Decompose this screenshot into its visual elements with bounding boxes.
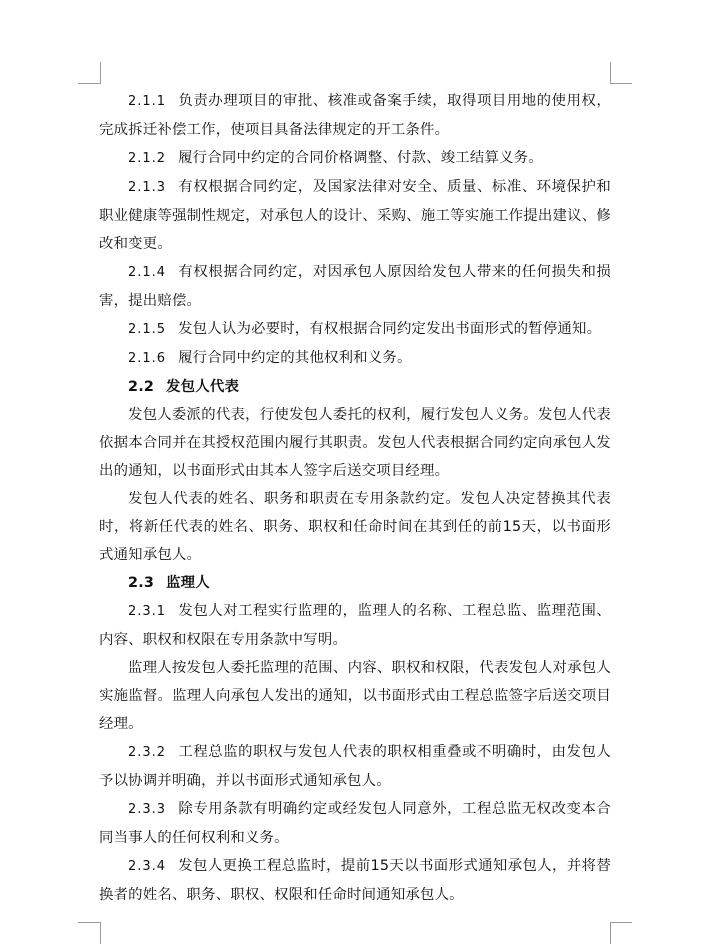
section-heading	[99, 373, 611, 401]
clause-number: 2.3.3	[128, 802, 167, 817]
clause-text: 发包人对工程实行监理的，监理人的名称、工程总监、监理范围、内容、职权和权限在专用条款中写明。	[99, 603, 611, 648]
body-text: 发包人委派的代表，行使发包人委托的权利，履行发包人义务。发包人代表依据本合同并在其授权范围内履行其职责。发包人代表根据合同约定向承包人发出的通知，以书面形式由其本人签字后送交项目经理。	[99, 407, 611, 479]
clause-number: 2.1.3	[128, 180, 167, 195]
crop-mark-bottom-left	[100, 922, 101, 944]
body-text: 发包人代表的姓名、职务和职责在专用条款约定。发包人决定替换其代表时，将新任代表的姓名、职务、职权和任命时间在其到任的前15天，以书面形式通知承包人。	[99, 491, 611, 563]
section-title: 监理人	[166, 575, 210, 591]
clause-text: 履行合同中约定的合同价格调整、付款、竣工结算义务。	[178, 150, 543, 166]
clause-paragraph	[99, 852, 611, 909]
section-heading	[99, 569, 611, 597]
body-paragraph	[99, 401, 611, 485]
clause-paragraph	[99, 315, 611, 344]
clause-number: 2.1.1	[128, 94, 167, 109]
clause-text: 履行合同中约定的其他权利和义务。	[178, 350, 412, 366]
clause-number: 2.3.1	[128, 604, 167, 619]
crop-mark-bottom-right	[610, 922, 632, 923]
section-number: 2.2	[128, 379, 155, 395]
crop-mark-bottom-left	[78, 922, 100, 923]
section-title: 发包人代表	[166, 379, 240, 395]
clause-number: 2.1.4	[128, 265, 167, 280]
body-text: 监理人按发包人委托监理的范围、内容、职权和权限，代表发包人对承包人实施监督。监理人向承包人发出的通知，以书面形式由工程总监签字后送交项目经理。	[99, 660, 611, 732]
clause-paragraph	[99, 795, 611, 852]
clause-paragraph	[99, 87, 611, 144]
clause-paragraph	[99, 173, 611, 258]
clause-number: 2.3.4	[128, 859, 167, 874]
crop-mark-top-left	[100, 62, 101, 84]
clause-number: 2.1.6	[128, 351, 167, 366]
clause-text: 负责办理项目的审批、核准或备案手续，取得项目用地的使用权，完成拆迁补偿工作，使项目具备法律规定的开工条件。	[99, 93, 611, 138]
crop-mark-bottom-right	[610, 922, 611, 944]
clause-text: 发包人认为必要时，有权根据合同约定发出书面形式的暂停通知。	[178, 321, 602, 337]
clause-paragraph	[99, 144, 611, 173]
clause-text: 有权根据合同约定，对因承包人原因给发包人带来的任何损失和损害，提出赔偿。	[99, 264, 611, 309]
clause-number: 2.3.2	[128, 745, 167, 760]
document-body	[99, 87, 611, 909]
clause-text: 除专用条款有明确约定或经发包人同意外，工程总监无权改变本合同当事人的任何权利和义务。	[99, 801, 611, 846]
body-paragraph	[99, 485, 611, 569]
clause-number: 2.1.5	[128, 322, 167, 337]
clause-text: 工程总监的职权与发包人代表的职权相重叠或不明确时，由发包人予以协调并明确，并以书面形式通知承包人。	[99, 744, 611, 789]
clause-paragraph	[99, 258, 611, 315]
section-number: 2.3	[128, 575, 155, 591]
clause-paragraph	[99, 597, 611, 654]
clause-text: 有权根据合同约定，及国家法律对安全、质量、标准、环境保护和职业健康等强制性规定，对承包人的设计、采购、施工等实施工作提出建议、修改和变更。	[99, 179, 611, 252]
crop-mark-top-right	[610, 62, 611, 84]
clause-text: 发包人更换工程总监时，提前15天以书面形式通知承包人，并将替换者的姓名、职务、职权、权限和任命时间通知承包人。	[99, 858, 611, 903]
crop-mark-top-right	[610, 83, 632, 84]
clause-number: 2.1.2	[128, 151, 167, 166]
clause-paragraph	[99, 738, 611, 795]
clause-paragraph	[99, 344, 611, 373]
crop-mark-top-left	[78, 83, 100, 84]
body-paragraph	[99, 654, 611, 738]
